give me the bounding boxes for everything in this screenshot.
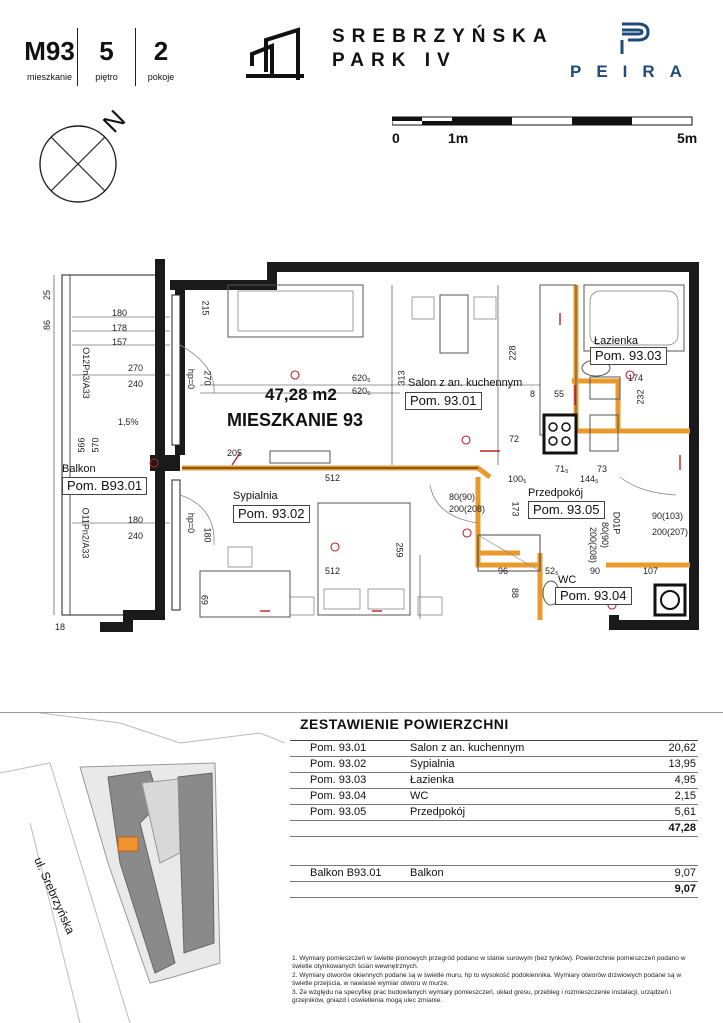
apartment-code: M93 — [24, 36, 75, 66]
row-area: 20,62 — [668, 742, 696, 754]
room-name-lazienka: Łazienka — [594, 335, 639, 347]
dim-label: O11Pn2/A33 — [80, 507, 91, 559]
balcony-total-area: 9,07 — [674, 883, 696, 895]
room-name-balkon: Balkon — [62, 463, 96, 475]
north-label: N — [96, 103, 132, 139]
table-row — [290, 757, 698, 773]
room-name-salon: Salon z an. kuchennym — [408, 377, 523, 389]
table-row — [290, 805, 698, 821]
street-label: ul. Srebrzyńska — [31, 855, 78, 937]
row-area: 4,95 — [674, 774, 696, 786]
dim-label: 80(90) — [449, 492, 476, 502]
dim-label: 200(208) — [449, 504, 486, 514]
dim-label: 570 — [90, 437, 101, 453]
table-row — [290, 741, 698, 757]
table-row — [290, 773, 698, 789]
scale-label-0: 0 — [392, 130, 400, 146]
dim-label: 71₅ — [555, 464, 569, 474]
dim-label: hp=0 — [186, 512, 197, 534]
row-code: Balkon B93.01 — [310, 867, 382, 879]
dim-label: 620₅ — [352, 386, 371, 396]
dim-label: 566 — [76, 437, 87, 453]
note-1: 1. Wymiary pomieszczeń w świetle pionowych przegród podano w stanie surowym (bez tynków). Powierzchnie pomieszczeń podano w świetle otynkowanych ścian wewnętrznych. — [292, 955, 686, 971]
dim-label: hp=0 — [186, 368, 197, 390]
dim-label: 69 — [200, 594, 211, 606]
room-code-balkon: Pom. B93.01 — [62, 477, 147, 495]
dim-label: 73 — [597, 464, 608, 474]
dim-label: 90(103) — [652, 511, 684, 521]
table-row — [290, 789, 698, 805]
dim-label: 512 — [325, 473, 341, 483]
project-logo-icon — [244, 24, 324, 84]
dim-label: 200(207) — [652, 527, 689, 537]
dim-label: 8 — [530, 389, 536, 399]
dim-label: 18 — [55, 622, 66, 632]
apartment-area: 47,28 m2 — [265, 385, 337, 404]
row-code: Pom. 93.03 — [310, 774, 367, 786]
dim-label: 174 — [628, 373, 644, 383]
row-area: 13,95 — [668, 758, 696, 770]
dim-label: D01P — [611, 511, 622, 535]
rooms-count: 2 — [153, 36, 169, 66]
row-name: Przedpokój — [410, 806, 466, 818]
dim-label: 96 — [498, 566, 509, 576]
dim-label: 86 — [42, 319, 53, 331]
row-name: Łazienka — [410, 774, 455, 786]
dim-label: 72 — [509, 434, 520, 444]
dim-label: 215 — [200, 300, 211, 316]
bed — [318, 503, 410, 615]
developer-name: PEIRA — [570, 62, 697, 81]
balcony-total-row — [290, 882, 698, 898]
room-code-przedpokoj: Pom. 93.05 — [528, 501, 605, 519]
apartment-code-box — [22, 28, 78, 86]
dim-label: 88 — [510, 587, 521, 599]
room-code-lazienka: Pom. 93.03 — [590, 347, 667, 365]
rooms-box — [136, 28, 186, 86]
scale-label-1m: 1m — [448, 130, 469, 146]
subtotal-row — [290, 821, 698, 837]
row-area: 2,15 — [674, 790, 696, 802]
dim-label: 180 — [128, 515, 144, 525]
row-name: WC — [410, 790, 429, 802]
desk — [200, 571, 290, 617]
washing-machine — [655, 585, 685, 615]
rooms-caption: pokoje — [147, 72, 175, 82]
notes — [292, 955, 697, 1005]
spacer-row — [290, 837, 698, 866]
row-name: Balkon — [410, 867, 444, 879]
room-code-wc: Pom. 93.04 — [555, 587, 632, 605]
dim-label: 313 — [396, 370, 407, 386]
dim-label: 157 — [112, 337, 128, 347]
dim-label: 25 — [42, 289, 53, 301]
dim-label: 107 — [643, 566, 659, 576]
dim-label: 259 — [394, 542, 405, 558]
floor-caption: piętro — [95, 72, 118, 82]
dim-label: 205 — [227, 448, 243, 458]
table-row-balcony — [290, 866, 698, 882]
row-area: 5,61 — [674, 806, 696, 818]
developer-logo-icon — [616, 20, 652, 56]
row-name: Sypialnia — [410, 758, 455, 770]
row-code: Pom. 93.05 — [310, 806, 367, 818]
sofa — [228, 285, 363, 337]
apartment-title: MIESZKANIE 93 — [227, 410, 364, 430]
row-code: Pom. 93.01 — [310, 742, 367, 754]
dim-label: 144₅ — [580, 474, 599, 484]
dim-label: 173 — [510, 501, 521, 517]
dim-label: 55 — [554, 389, 565, 399]
row-name: Salon z an. kuchennym — [410, 742, 525, 754]
dim-label: 232 — [635, 389, 646, 405]
dim-label: 100₅ — [508, 474, 527, 484]
dim-label: 200(208) — [588, 526, 599, 564]
dim-label: 180 — [112, 308, 128, 318]
scale-bar — [392, 116, 697, 128]
dim-label: 90 — [590, 566, 601, 576]
dim-label: 228 — [507, 345, 518, 361]
cooktop — [544, 415, 576, 453]
room-name-wc: WC — [558, 574, 577, 586]
room-code-salon: Pom. 93.01 — [405, 392, 482, 410]
project-name-line1: SREBRZYŃSKA — [332, 26, 554, 47]
area-table-title: ZESTAWIENIE POWIERZCHNI — [300, 716, 509, 732]
subtotal-area: 47,28 — [668, 822, 696, 834]
dining-table — [440, 295, 468, 353]
dim-label: 240 — [128, 379, 144, 389]
dim-label: 270 — [202, 370, 213, 386]
dim-label: 1,5% — [118, 417, 139, 427]
dim-label: 512 — [325, 566, 341, 576]
row-code: Pom. 93.02 — [310, 758, 367, 770]
room-name-przedpokoj: Przedpokój — [528, 487, 584, 499]
floor-box — [78, 28, 136, 86]
note-3: 3. Ze względu na specyfikę prac budowlanych wymiary pomieszczeń, układ gresu, przebieg i rozmieszczenie instalacji, urządzeń i grzejników, gniazd i oświetlenia mogą ulec zmianie. — [292, 988, 672, 1005]
dim-label: 620₅ — [352, 373, 371, 383]
floor-number: 5 — [99, 36, 114, 66]
row-code: Pom. 93.04 — [310, 790, 367, 802]
dim-label: 80(90) — [600, 521, 611, 549]
scale-label-5m: 5m — [677, 130, 698, 146]
apartment-caption: mieszkanie — [26, 72, 73, 82]
dim-label: O12Pn3/A33 — [80, 347, 91, 399]
room-name-sypialnia: Sypialnia — [233, 490, 278, 502]
outer-wall — [100, 259, 694, 627]
note-2: 2. Wymiary otworów okiennych podane są w świetle muru, hp to wysokość podokiennika. Wymiary otworów drzwiowych podane są w świetle przejścia, w nawiasie wymiar otworu w murze. — [292, 971, 682, 988]
apartment-location-highlight — [118, 837, 138, 851]
dim-label: 180 — [202, 527, 213, 543]
dim-label: 270 — [128, 363, 144, 373]
project-name-line2: PARK IV — [332, 50, 457, 71]
dim-label: 178 — [112, 323, 128, 333]
area-table — [290, 716, 698, 898]
room-code-sypialnia: Pom. 93.02 — [233, 505, 310, 523]
kitchen-counter — [540, 285, 576, 435]
row-area: 9,07 — [674, 867, 696, 879]
dim-label: 240 — [128, 531, 144, 541]
dim-label: 52₅ — [545, 566, 559, 576]
